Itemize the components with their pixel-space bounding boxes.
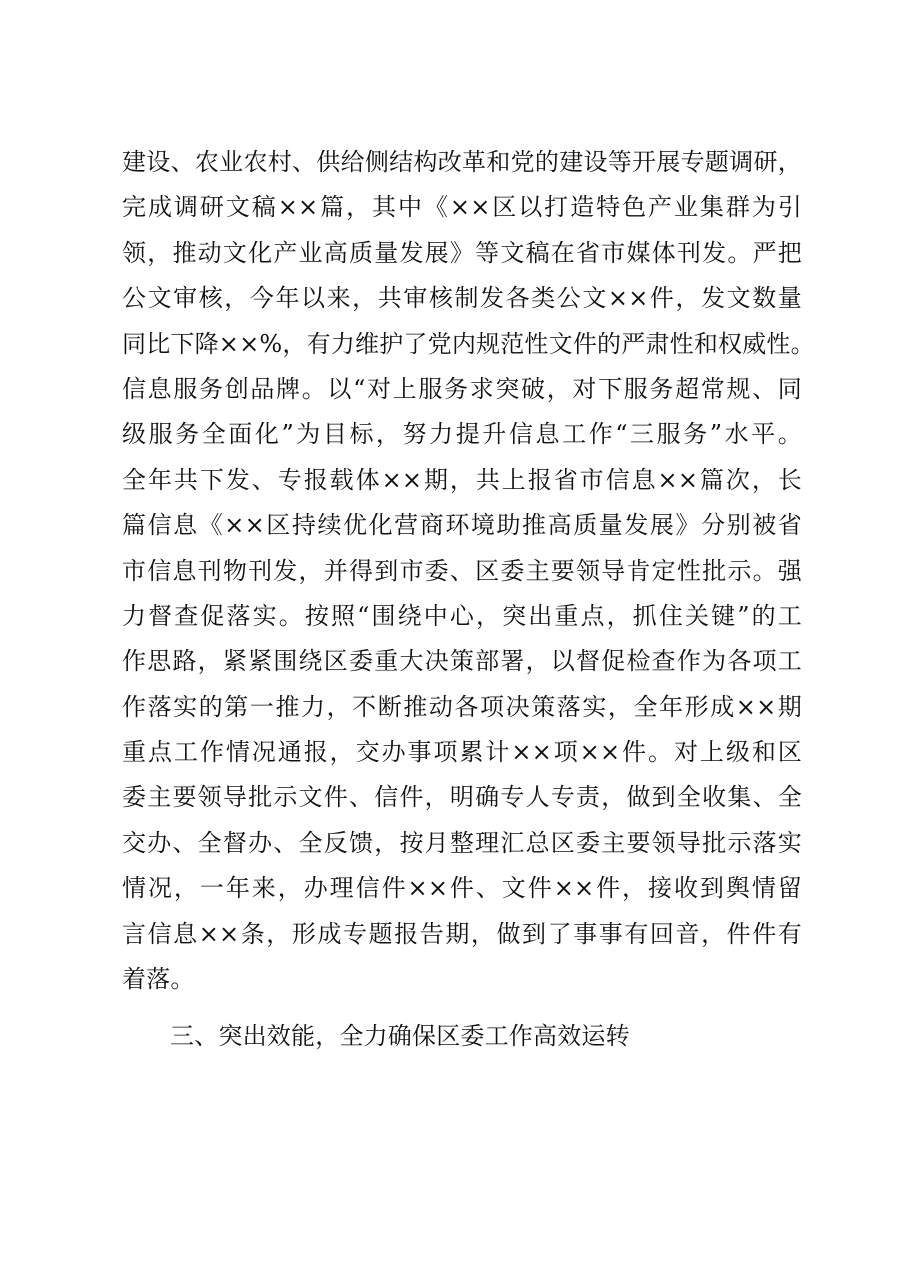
document-body bbox=[122, 140, 815, 1060]
paragraph-line-1: 建设、农业农村、供给侧结构改革和党的建设等开展专题调研， bbox=[122, 148, 802, 176]
paragraph-line-14: 重点工作情况通报，交办事项累计××项××件。对上级和区 bbox=[122, 738, 802, 767]
paragraph-line-8: 全年共下发、专报载体××期，共上报省市信息××篇次，长 bbox=[122, 465, 802, 494]
paragraph-line-5: 同比下降××%，有力维护了党内规范性文件的严肃性和权威性。 bbox=[122, 329, 815, 358]
paragraph-line-4: 公文审核，今年以来，共审核制发各类公文××件，发文数量 bbox=[122, 284, 802, 313]
paragraph-line-19: 着落。 bbox=[122, 965, 195, 994]
paragraph-line-16: 交办、全督办、全反馈，按月整理汇总区委主要领导批示落实 bbox=[122, 828, 802, 857]
section-heading: 三、突出效能，全力确保区委工作高效运转 bbox=[170, 1022, 630, 1051]
paragraph-line-10: 市信息刊物刊发，并得到市委、区委主要领导肯定性批示。强 bbox=[122, 556, 802, 585]
paragraph-line-15: 委主要领导批示文件、信件，明确专人专责，做到全收集、全 bbox=[122, 783, 802, 812]
paragraph-line-6: 信息服务创品牌。以“对上服务求突破，对下服务超常规、同 bbox=[122, 374, 802, 403]
paragraph-line-13: 作落实的第一推力，不断推动各项决策落实，全年形成××期 bbox=[122, 692, 802, 721]
paragraph-line-11: 力督查促落实。按照“围绕中心，突出重点，抓住关键”的工 bbox=[122, 601, 802, 630]
paragraph-line-3: 领，推动文化产业高质量发展》等文稿在省市媒体刊发。严把 bbox=[122, 238, 802, 267]
paragraph-line-2: 完成调研文稿××篇，其中《××区以打造特色产业集群为引 bbox=[122, 193, 802, 222]
paragraph-line-17: 情况，一年来，办理信件××件、文件××件，接收到舆情留 bbox=[122, 874, 802, 903]
paragraph-line-18: 言信息××条，形成专题报告期，做到了事事有回音，件件有 bbox=[122, 919, 802, 948]
paragraph-line-12: 作思路，紧紧围绕区委重大决策部署，以督促检查作为各项工 bbox=[122, 647, 802, 676]
paragraph-line-9: 篇信息《××区持续优化营商环境助推高质量发展》分别被省 bbox=[122, 511, 802, 540]
paragraph-line-7: 级服务全面化”为目标，努力提升信息工作“三服务”水平。 bbox=[122, 420, 802, 449]
